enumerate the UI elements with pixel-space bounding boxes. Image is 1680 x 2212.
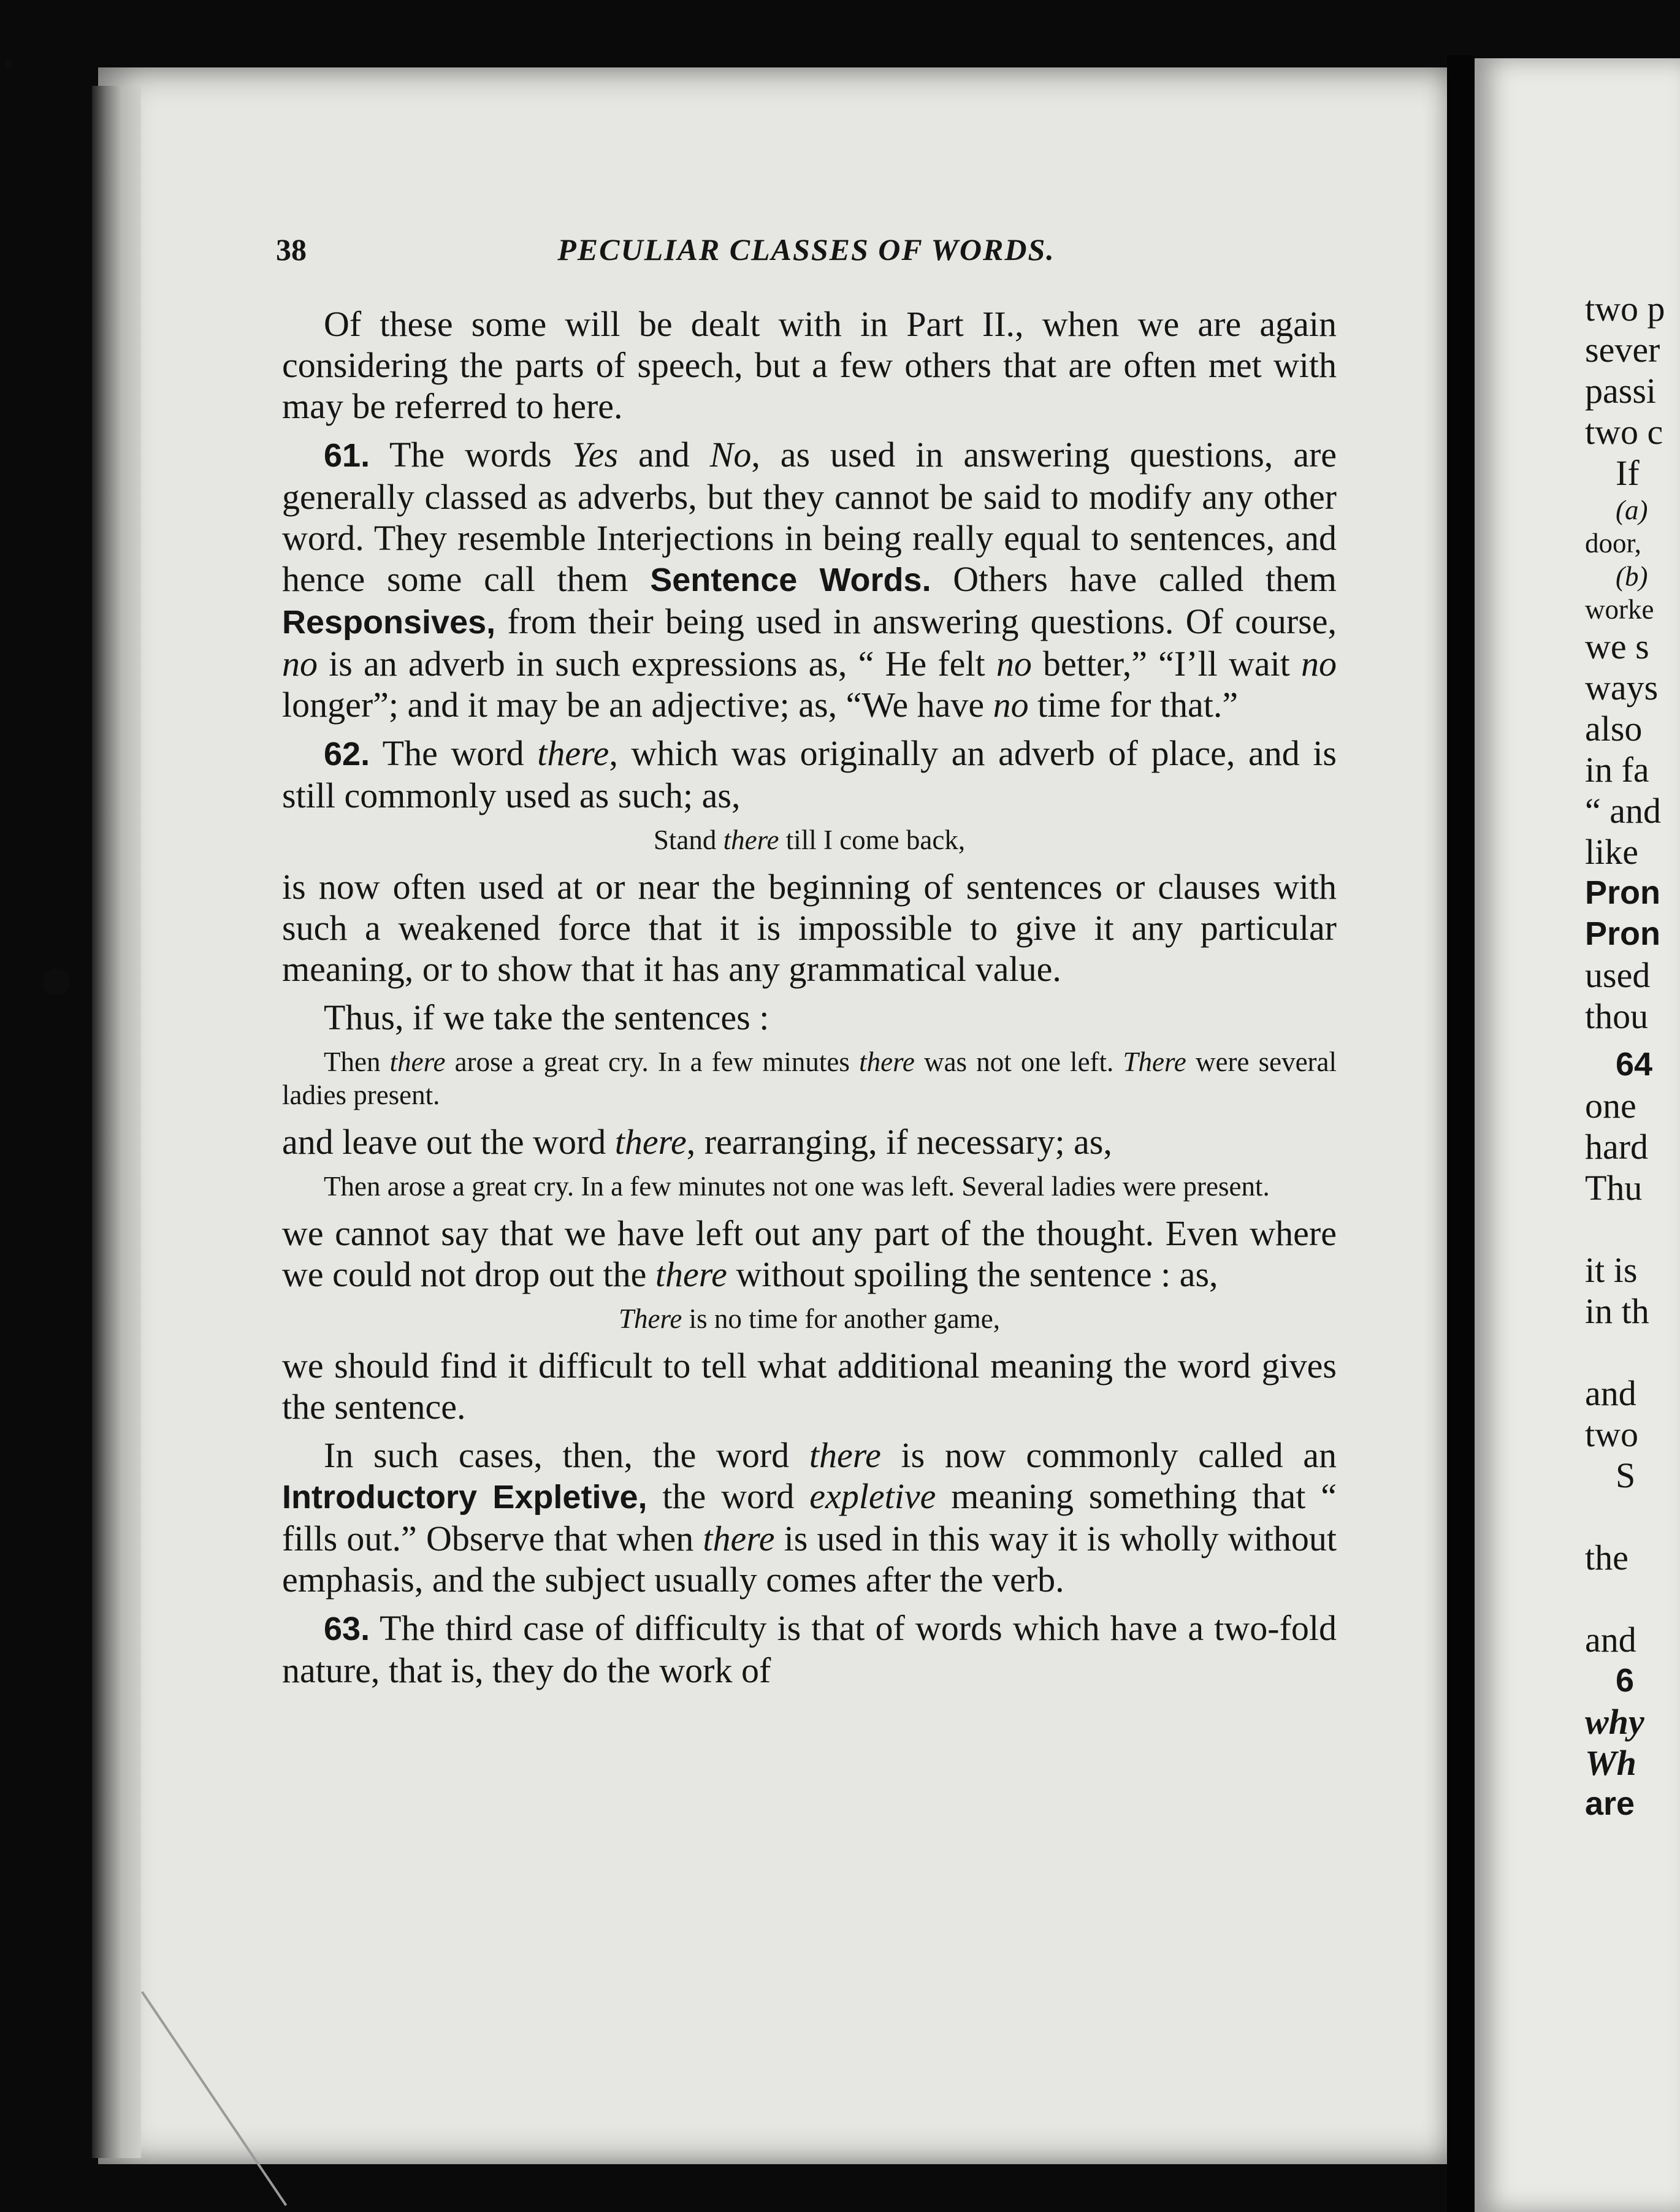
ink-speck xyxy=(5,60,13,69)
paragraph-such: In such cases, then, the word there is now commonly called an Introductory Expletive, the word expletive meaning something that “ fills out.” Observe that when there is used in this way it is wholly without emphasis, and the subject usually comes after the verb. xyxy=(282,1435,1337,1600)
paragraph-cannot: we cannot say that we have left out any part of the thought. Even where we could not drop out the there without spoiling the sentence : as, xyxy=(282,1213,1337,1294)
right-line: we s xyxy=(1585,627,1649,666)
section-63: 63. The third case of difficulty is that of words which have a two-fold nature, that is, they do the work of xyxy=(282,1608,1337,1690)
right-line: used xyxy=(1585,955,1651,995)
right-line: (a) xyxy=(1616,495,1648,525)
right-line: ways xyxy=(1585,668,1659,707)
right-line: two p xyxy=(1585,289,1665,329)
section-number: 61. xyxy=(324,437,370,474)
example-quote: Then arose a great cry. In a few minutes not one was left. Several ladies were present. xyxy=(324,1171,1270,1202)
section-62: 62. The word there, which was originally an adverb of place, and is still commonly used as such; as, xyxy=(282,733,1337,815)
right-line: in th xyxy=(1585,1291,1649,1331)
book-gutter xyxy=(1447,55,1475,2212)
right-line: Pron xyxy=(1585,915,1661,952)
right-line: and xyxy=(1585,1620,1636,1660)
example-quote: Stand there till I come back, xyxy=(653,825,966,855)
right-line: “ and xyxy=(1585,791,1661,831)
right-line: thou xyxy=(1585,996,1649,1036)
term-sentence-words: Sentence Words. xyxy=(650,562,931,598)
right-line: door, xyxy=(1585,528,1641,559)
page-edge-stack xyxy=(92,86,141,2158)
section-number: 62. xyxy=(324,736,370,772)
right-line: sever xyxy=(1585,330,1660,370)
section-61: 61. The words Yes and No, as used in answering questions, are generally classed as adverbs, but they cannot be said to modify any other word. They resemble Interjections in being really equal to sentences, and hence some call them Sentence Words. Others have called them Responsives, from their being used in answering questions. Of course, no is an adverb in such expressions as, “ He felt no better,” “I’ll wait no longer”; and it may be an adjective; as, “We have no time for that.” xyxy=(282,435,1337,725)
right-line: Wh xyxy=(1585,1743,1636,1783)
right-line: S xyxy=(1616,1455,1636,1495)
running-head xyxy=(276,232,1337,281)
right-line: why xyxy=(1585,1702,1644,1742)
right-line: If xyxy=(1616,453,1640,493)
paragraph-thus: Thus, if we take the sentences : xyxy=(324,997,769,1037)
term-introductory-expletive: Introductory Expletive, xyxy=(282,1479,647,1516)
ink-speck xyxy=(43,969,70,996)
term-responsives: Responsives, xyxy=(282,604,496,641)
right-line: Pron xyxy=(1585,874,1661,911)
right-line: (b) xyxy=(1616,561,1648,592)
right-line: passi xyxy=(1585,371,1656,411)
right-line: like xyxy=(1585,832,1638,872)
running-title: PECULIAR CLASSES OF WORDS. xyxy=(557,232,1055,267)
example-quote: There is no time for another game, xyxy=(619,1303,1000,1334)
right-line: hard xyxy=(1585,1127,1649,1167)
example-quote: Then there arose a great cry. In a few minutes there was not one left. There were several ladies present. xyxy=(282,1047,1337,1110)
right-line: two c xyxy=(1585,412,1663,452)
left-page-body xyxy=(282,303,1337,1698)
right-line: in fa xyxy=(1585,750,1649,790)
right-line: the xyxy=(1585,1538,1628,1577)
paragraph-62-cont: is now often used at or near the beginning of sentences or clauses with such a weakened force that it is impossible to give it any particular meaning, or to show that it has any grammatical value. xyxy=(282,867,1337,989)
right-line: worke xyxy=(1585,594,1654,625)
paragraph-leave: and leave out the word there, rearranging, if necessary; as, xyxy=(282,1122,1112,1162)
right-line: one xyxy=(1585,1086,1636,1126)
right-line: Thu xyxy=(1585,1168,1643,1208)
right-line: it is xyxy=(1585,1250,1638,1290)
right-line: also xyxy=(1585,709,1643,749)
right-line: 64 xyxy=(1616,1046,1653,1083)
right-page-fragments xyxy=(1585,288,1680,1825)
right-line: two xyxy=(1585,1414,1638,1454)
section-number: 63. xyxy=(324,1611,370,1647)
page-number: 38 xyxy=(276,232,307,267)
paragraph-intro: Of these some will be dealt with in Part II., when we are again considering the parts of speech, but a few others that are often met with may be referred to here. xyxy=(282,304,1337,426)
right-line: 6 xyxy=(1616,1662,1635,1699)
right-line: and xyxy=(1585,1373,1636,1413)
right-line: are xyxy=(1585,1785,1635,1822)
paragraph-difficult: we should find it difficult to tell what additional meaning the word gives the sentence. xyxy=(282,1346,1337,1427)
